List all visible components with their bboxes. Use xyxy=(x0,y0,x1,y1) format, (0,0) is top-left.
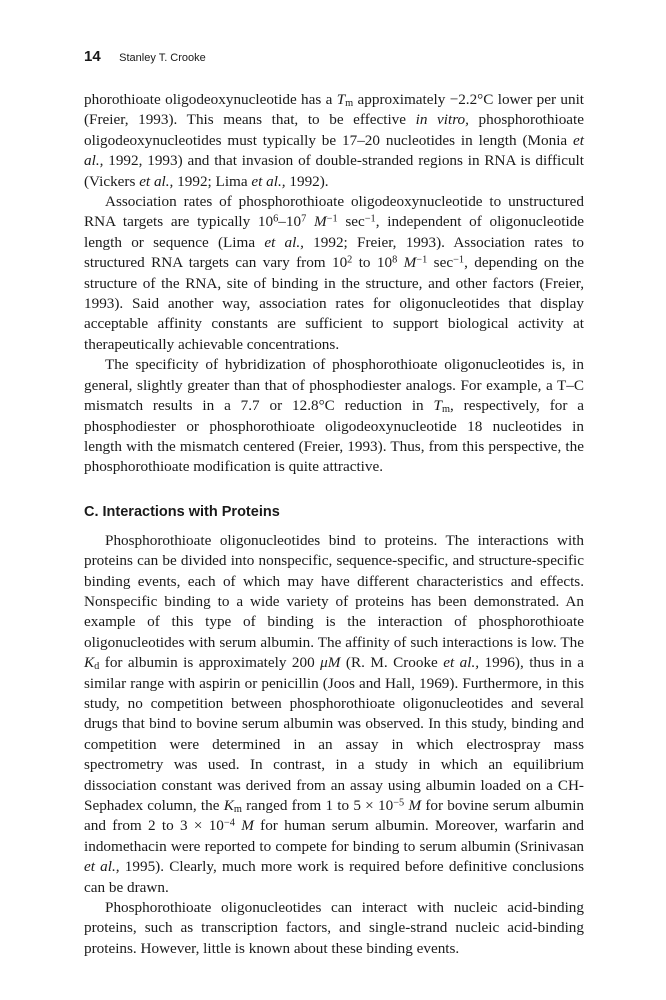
paragraph: Association rates of phosphorothioate oligodeoxynucleotide to unstructured RNA targets are typically $10^6-10^7$ $M^{-1}$ $\sec^{-1}$, independent of oligonucleotide length or sequence (Lima et al., 1992; Freier, 1993). Association rates to structured RNA targets can vary from $10^2$ to $10^8$ $M^{-1}$ $\sec^{-1}$, depending on the structure of the RNA, site of binding in the structure, and other factors (Freier, 1993). Said another way, association rates for oligonucleotides that display acceptable affinity constants are sufficient to support biological activity at therapeutically achievable concentrations. xyxy=(84,193,584,353)
body-text xyxy=(84,90,584,959)
running-head xyxy=(84,48,206,66)
page-number: 14 xyxy=(84,48,101,65)
section-heading: C. Interactions with Proteins xyxy=(84,503,280,520)
running-head-author: Stanley T. Crooke xyxy=(119,52,206,64)
paragraph: phorothioate oligodeoxynucleotide has a $T_m$ approximately −2.2°C lower per unit (Freier, 1993). This means that, to be effective in vitro, phosphorothioate oligodeoxynucleotides must typically be 17–20 nucleotides in length (Monia et al., 1992, 1993) and that invasion of double-stranded regions in RNA is difficult (Vickers et al., 1992; Lima et al., 1992). xyxy=(84,91,585,190)
paragraph: Phosphorothioate oligonucleotides can interact with nucleic acid-binding proteins, such as transcription factors, and single-strand nucleic acid-binding proteins. However, little is known about these binding events. xyxy=(84,899,584,957)
paragraph: The specificity of hybridization of phosphorothioate oligonucleotides is, in general, slightly greater than that of phosphodiester analogs. For example, a T–C mismatch results in a 7.7 or 12.8°C reduction in $T_m$, respectively, for a phosphodiester or phosphorothioate oligodeoxynucleotide 18 nucleotides in length with the mismatch centered (Freier, 1993). Thus, from this perspective, the phosphorothioate modification is quite attractive. xyxy=(84,356,584,476)
paragraph: Phosphorothioate oligonucleotides bind to proteins. The interactions with proteins can be divided into nonspecific, sequence-specific, and structure-specific binding events, each of which may have different characteristics and effects. Nonspecific binding to a wide variety of proteins has been demonstrated. An example of this type of binding is the interaction of phosphorothioate oligonucleotides with serum albumin. The affinity of such interactions is low. The $K_d$ for albumin is approximately 200 μM (R. M. Crooke et al., 1996), thus in a similar range with aspirin or penicillin (Joos and Hall, 1969). Furthermore, in this study, no competition between phosphorothioate oligonucleotides and several drugs that bind to bovine serum albumin was observed. In this study, binding and competition were determined in an assay in which electrospray mass spectrometry was used. In contrast, in a study in which an equilibrium dissociation constant was derived from an assay using albumin loaded on a CH-Sephadex column, the $K_m$ ranged from 1 to $5 \times 10^{-5}$ M for bovine serum albumin and from 2 to $3 \times 10^{-4}$ M for human serum albumin. Moreover, warfarin and indomethacin were reported to compete for binding to serum albumin (Srinivasan et al., 1995). Clearly, much more work is required before definitive conclusions can be drawn. xyxy=(84,531,585,896)
